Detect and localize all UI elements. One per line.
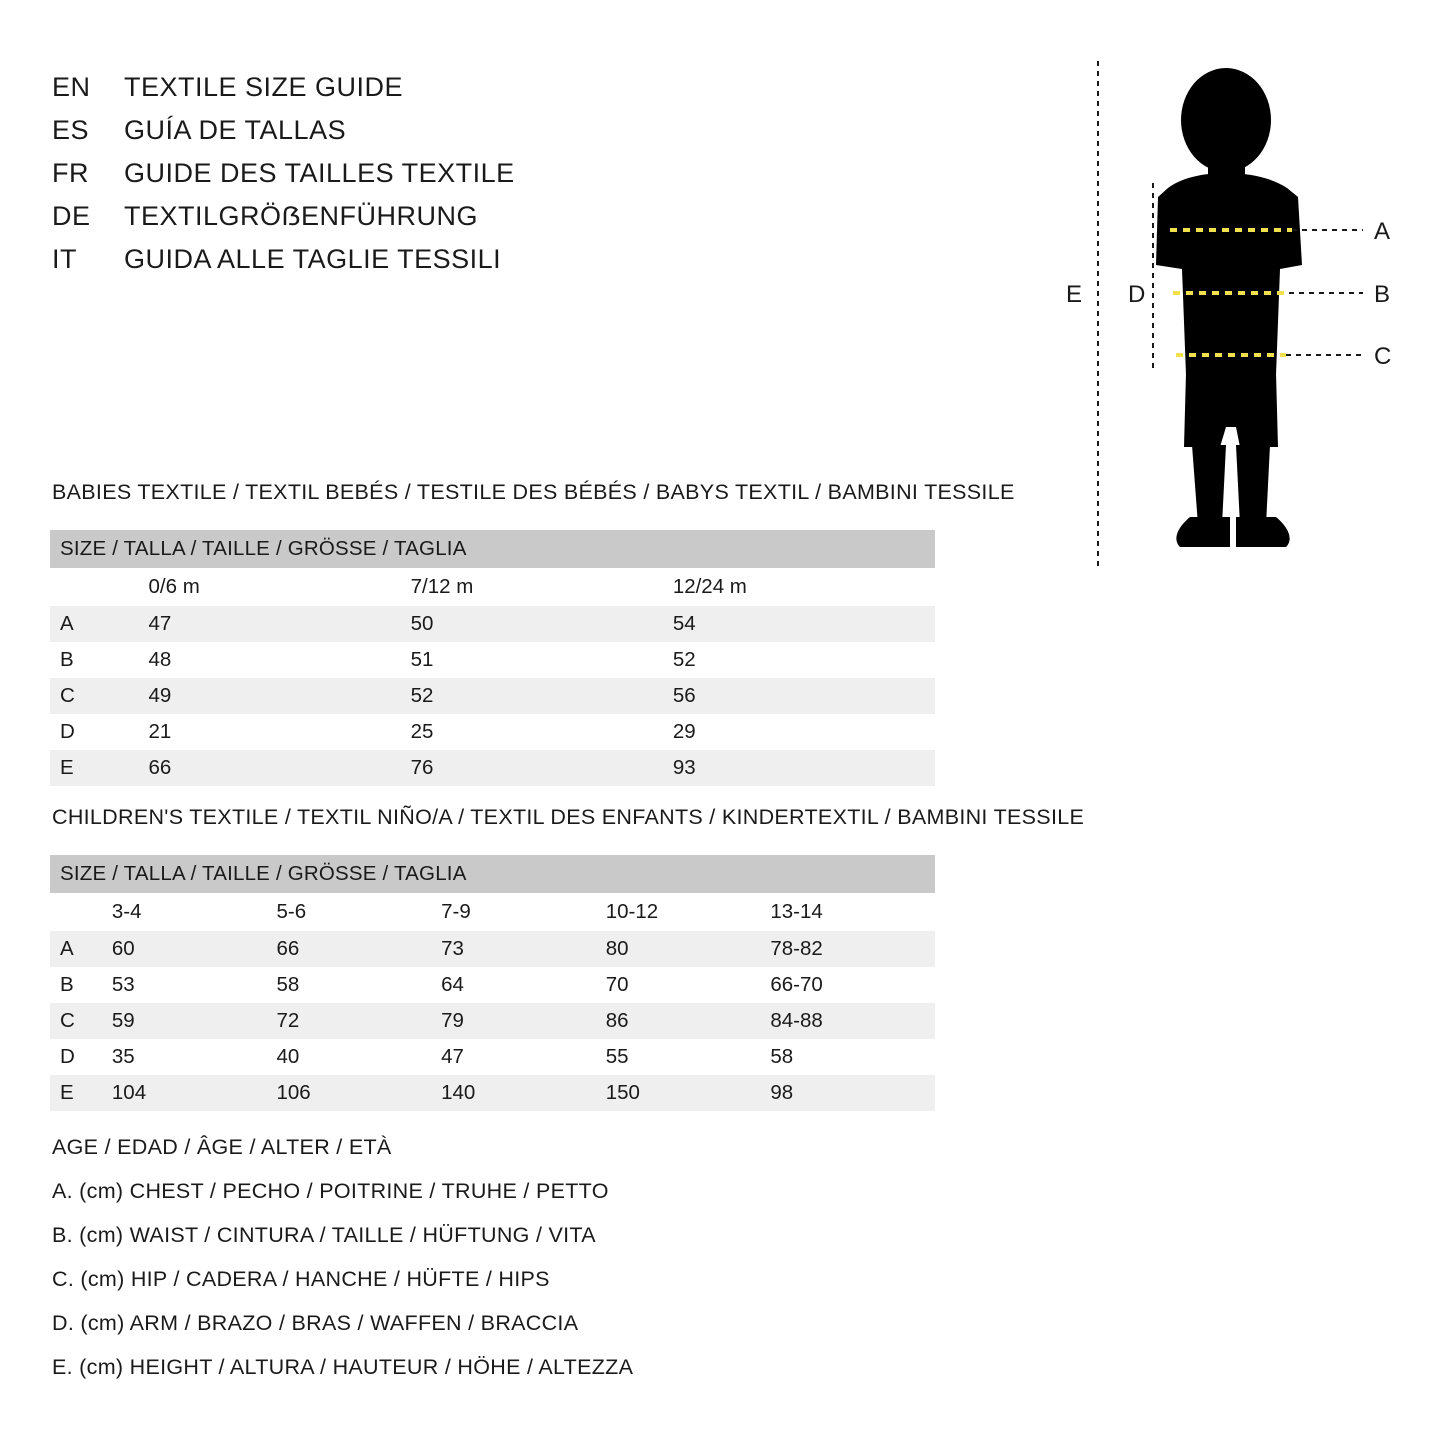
babies-size-table bbox=[50, 530, 935, 786]
row-label: A bbox=[50, 606, 149, 642]
table-row bbox=[50, 606, 935, 642]
row-label: C bbox=[50, 1003, 112, 1039]
children-band-header-text: SIZE / TALLA / TAILLE / GRÖSSE / TAGLIA bbox=[50, 855, 935, 893]
language-title: TEXTILGRÖẞENFÜHRUNG bbox=[124, 201, 478, 231]
language-code: DE bbox=[52, 201, 91, 231]
row-label: E bbox=[50, 1075, 112, 1111]
table-row bbox=[50, 931, 935, 967]
table-band-header bbox=[50, 855, 935, 893]
table-row bbox=[50, 714, 935, 750]
table-band-header bbox=[50, 530, 935, 568]
figure-label-d: D bbox=[1128, 281, 1146, 308]
row-value: 66-70 bbox=[770, 967, 935, 1003]
children-section-title: CHILDREN'S TEXTILE / TEXTIL NIÑO/A / TEXTIL DES ENFANTS / KINDERTEXTIL / BAMBINI TESSILE bbox=[52, 805, 1085, 829]
language-code: ES bbox=[52, 115, 90, 145]
column-header-cell: 10-12 bbox=[606, 893, 771, 931]
column-header-cell: 13-14 bbox=[770, 893, 935, 931]
row-value: 104 bbox=[112, 1075, 277, 1111]
table-row bbox=[50, 1003, 935, 1039]
row-value: 78-82 bbox=[770, 931, 935, 967]
row-value: 60 bbox=[112, 931, 277, 967]
row-value: 140 bbox=[441, 1075, 606, 1111]
table-column-header-row bbox=[50, 893, 935, 931]
row-value: 59 bbox=[112, 1003, 277, 1039]
legend-item: D. (cm) ARM / BRAZO / BRAS / WAFFEN / BRACCIA bbox=[52, 1311, 579, 1335]
row-value: 66 bbox=[277, 931, 442, 967]
language-row bbox=[52, 244, 672, 287]
row-value: 58 bbox=[770, 1039, 935, 1075]
babies-band-header-text: SIZE / TALLA / TAILLE / GRÖSSE / TAGLIA bbox=[50, 530, 935, 568]
language-title: TEXTILE SIZE GUIDE bbox=[124, 72, 404, 102]
legend-item: AGE / EDAD / ÂGE / ALTER / ETÀ bbox=[52, 1135, 392, 1159]
table-column-header-row bbox=[50, 568, 935, 606]
row-value: 150 bbox=[606, 1075, 771, 1111]
row-value: 64 bbox=[441, 967, 606, 1003]
legend-item: C. (cm) HIP / CADERA / HANCHE / HÜFTE / HIPS bbox=[52, 1267, 550, 1291]
column-header-cell: 12/24 m bbox=[673, 568, 935, 606]
body-measurement-figure bbox=[1040, 55, 1420, 575]
row-value: 50 bbox=[411, 606, 673, 642]
row-label: D bbox=[50, 1039, 112, 1075]
row-value: 66 bbox=[149, 750, 411, 786]
child-silhouette-icon bbox=[1156, 68, 1302, 547]
row-value: 72 bbox=[277, 1003, 442, 1039]
row-value: 21 bbox=[149, 714, 411, 750]
row-value: 52 bbox=[673, 642, 935, 678]
row-value: 47 bbox=[441, 1039, 606, 1075]
row-value: 58 bbox=[277, 967, 442, 1003]
table-row bbox=[50, 967, 935, 1003]
language-title: GUIDE DES TAILLES TEXTILE bbox=[124, 158, 515, 188]
column-header-blank bbox=[50, 568, 149, 606]
column-header-cell: 0/6 m bbox=[149, 568, 411, 606]
language-row bbox=[52, 72, 672, 115]
language-row bbox=[52, 201, 672, 244]
row-label: C bbox=[50, 678, 149, 714]
row-value: 56 bbox=[673, 678, 935, 714]
row-value: 54 bbox=[673, 606, 935, 642]
row-label: B bbox=[50, 642, 149, 678]
row-label: B bbox=[50, 967, 112, 1003]
row-value: 52 bbox=[411, 678, 673, 714]
row-value: 106 bbox=[277, 1075, 442, 1111]
language-row bbox=[52, 158, 672, 201]
row-value: 73 bbox=[441, 931, 606, 967]
legend-item: A. (cm) CHEST / PECHO / POITRINE / TRUHE / PETTO bbox=[52, 1179, 609, 1203]
column-header-cell: 7/12 m bbox=[411, 568, 673, 606]
row-value: 55 bbox=[606, 1039, 771, 1075]
row-value: 80 bbox=[606, 931, 771, 967]
language-code: EN bbox=[52, 72, 91, 102]
row-value: 84-88 bbox=[770, 1003, 935, 1039]
table-row bbox=[50, 1075, 935, 1111]
row-value: 51 bbox=[411, 642, 673, 678]
language-code: FR bbox=[52, 158, 89, 188]
children-size-table bbox=[50, 855, 935, 1111]
language-row bbox=[52, 115, 672, 158]
table-row bbox=[50, 1039, 935, 1075]
table-row bbox=[50, 642, 935, 678]
row-value: 25 bbox=[411, 714, 673, 750]
language-code: IT bbox=[52, 244, 77, 274]
row-value: 29 bbox=[673, 714, 935, 750]
measurement-legend bbox=[52, 1135, 852, 1399]
figure-label-e: E bbox=[1066, 281, 1083, 308]
figure-label-c: C bbox=[1374, 343, 1392, 370]
row-value: 47 bbox=[149, 606, 411, 642]
babies-section-title: BABIES TEXTILE / TEXTIL BEBÉS / TESTILE DES BÉBÉS / BABYS TEXTIL / BAMBINI TESSILE bbox=[52, 480, 1015, 504]
language-title: GUIDA ALLE TAGLIE TESSILI bbox=[124, 244, 502, 274]
column-header-blank bbox=[50, 893, 112, 931]
column-header-cell: 5-6 bbox=[277, 893, 442, 931]
row-value: 53 bbox=[112, 967, 277, 1003]
row-value: 35 bbox=[112, 1039, 277, 1075]
column-header-cell: 3-4 bbox=[112, 893, 277, 931]
language-title-block bbox=[52, 72, 672, 287]
row-value: 48 bbox=[149, 642, 411, 678]
row-value: 40 bbox=[277, 1039, 442, 1075]
row-value: 70 bbox=[606, 967, 771, 1003]
column-header-cell: 7-9 bbox=[441, 893, 606, 931]
row-value: 86 bbox=[606, 1003, 771, 1039]
row-value: 98 bbox=[770, 1075, 935, 1111]
figure-label-a: A bbox=[1374, 218, 1391, 245]
row-label: D bbox=[50, 714, 149, 750]
legend-item: E. (cm) HEIGHT / ALTURA / HAUTEUR / HÖHE / ALTEZZA bbox=[52, 1355, 634, 1379]
table-row bbox=[50, 678, 935, 714]
row-label: A bbox=[50, 931, 112, 967]
row-value: 79 bbox=[441, 1003, 606, 1039]
row-value: 93 bbox=[673, 750, 935, 786]
row-value: 76 bbox=[411, 750, 673, 786]
row-label: E bbox=[50, 750, 149, 786]
legend-item: B. (cm) WAIST / CINTURA / TAILLE / HÜFTUNG / VITA bbox=[52, 1223, 596, 1247]
table-row bbox=[50, 750, 935, 786]
language-title: GUÍA DE TALLAS bbox=[124, 115, 347, 145]
figure-label-b: B bbox=[1374, 281, 1391, 308]
row-value: 49 bbox=[149, 678, 411, 714]
